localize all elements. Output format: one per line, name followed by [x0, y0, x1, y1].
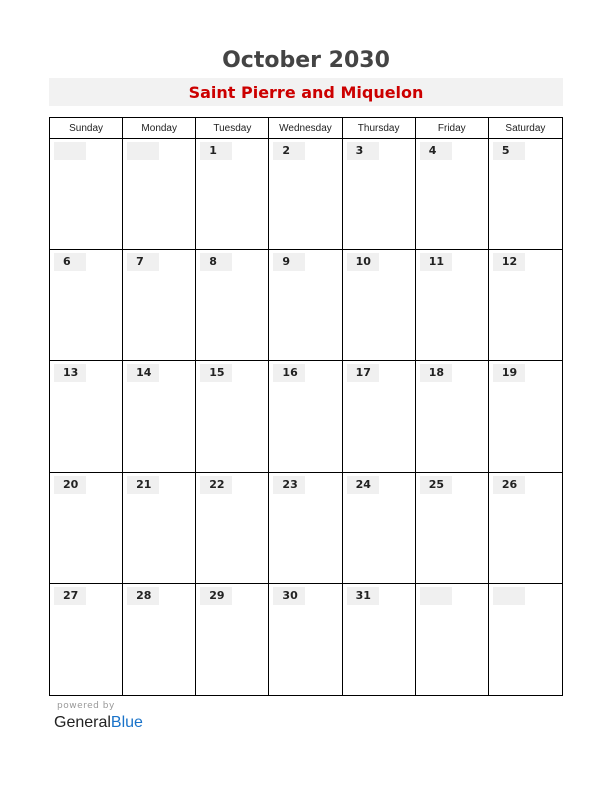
- date-number: 23: [273, 476, 305, 494]
- day-cell[interactable]: [269, 250, 342, 361]
- day-cell[interactable]: [123, 473, 196, 584]
- calendar-grid: [49, 117, 563, 696]
- day-cell[interactable]: [196, 584, 269, 695]
- day-cell[interactable]: [269, 361, 342, 472]
- day-cell[interactable]: [343, 361, 416, 472]
- date-number: 12: [493, 253, 525, 271]
- date-number: 30: [273, 587, 305, 605]
- date-number: [54, 142, 86, 160]
- day-cell[interactable]: [123, 584, 196, 695]
- date-number: 4: [420, 142, 452, 160]
- date-number: 5: [493, 142, 525, 160]
- day-cell[interactable]: [196, 250, 269, 361]
- day-cell[interactable]: [269, 584, 342, 695]
- date-number: 9: [273, 253, 305, 271]
- date-number: 15: [200, 364, 232, 382]
- date-number: 27: [54, 587, 86, 605]
- date-number: [420, 587, 452, 605]
- day-cell[interactable]: [50, 584, 123, 695]
- day-cell[interactable]: [50, 250, 123, 361]
- day-cell[interactable]: [489, 473, 562, 584]
- weekday-header: Saturday: [489, 118, 562, 139]
- date-number: 6: [54, 253, 86, 271]
- date-number: 1: [200, 142, 232, 160]
- weekday-header: Thursday: [343, 118, 416, 139]
- day-cell[interactable]: [123, 361, 196, 472]
- date-number: 29: [200, 587, 232, 605]
- region-name: Saint Pierre and Miquelon: [49, 78, 563, 106]
- day-cell[interactable]: [196, 473, 269, 584]
- date-number: 26: [493, 476, 525, 494]
- day-cell[interactable]: [416, 473, 489, 584]
- date-number: [127, 142, 159, 160]
- day-cell[interactable]: [123, 250, 196, 361]
- date-number: 8: [200, 253, 232, 271]
- day-cell[interactable]: [196, 139, 269, 250]
- date-number: 31: [347, 587, 379, 605]
- weekday-header: Monday: [123, 118, 196, 139]
- date-number: 19: [493, 364, 525, 382]
- weekday-header: Tuesday: [196, 118, 269, 139]
- day-cell[interactable]: [50, 473, 123, 584]
- day-cell[interactable]: [196, 361, 269, 472]
- date-number: 11: [420, 253, 452, 271]
- date-number: [493, 587, 525, 605]
- day-cell[interactable]: [50, 361, 123, 472]
- date-number: 3: [347, 142, 379, 160]
- generalblue-logo[interactable]: [54, 713, 143, 733]
- date-number: 28: [127, 587, 159, 605]
- logo-general-text: General: [54, 714, 111, 731]
- powered-by-label: powered by: [57, 701, 115, 711]
- date-number: 25: [420, 476, 452, 494]
- logo-blue-text: Blue: [110, 714, 143, 731]
- date-number: 18: [420, 364, 452, 382]
- date-number: 10: [347, 253, 379, 271]
- day-cell[interactable]: [50, 139, 123, 250]
- day-cell[interactable]: [269, 473, 342, 584]
- page-title: October 2030: [222, 48, 390, 73]
- day-cell[interactable]: [343, 584, 416, 695]
- weekday-header: Sunday: [50, 118, 123, 139]
- day-cell[interactable]: [416, 584, 489, 695]
- day-cell[interactable]: [489, 250, 562, 361]
- day-cell[interactable]: [416, 361, 489, 472]
- day-cell[interactable]: [343, 250, 416, 361]
- date-number: 2: [273, 142, 305, 160]
- day-cell[interactable]: [343, 139, 416, 250]
- date-number: 20: [54, 476, 86, 494]
- day-cell[interactable]: [489, 584, 562, 695]
- date-number: 13: [54, 364, 86, 382]
- date-number: 24: [347, 476, 379, 494]
- day-cell[interactable]: [269, 139, 342, 250]
- weekday-header: Wednesday: [269, 118, 342, 139]
- date-number: 22: [200, 476, 232, 494]
- date-number: 7: [127, 253, 159, 271]
- weekday-header: Friday: [416, 118, 489, 139]
- day-cell[interactable]: [489, 139, 562, 250]
- date-number: 14: [127, 364, 159, 382]
- day-cell[interactable]: [489, 361, 562, 472]
- day-cell[interactable]: [343, 473, 416, 584]
- date-number: 21: [127, 476, 159, 494]
- day-cell[interactable]: [123, 139, 196, 250]
- date-number: 17: [347, 364, 379, 382]
- day-cell[interactable]: [416, 139, 489, 250]
- date-number: 16: [273, 364, 305, 382]
- day-cell[interactable]: [416, 250, 489, 361]
